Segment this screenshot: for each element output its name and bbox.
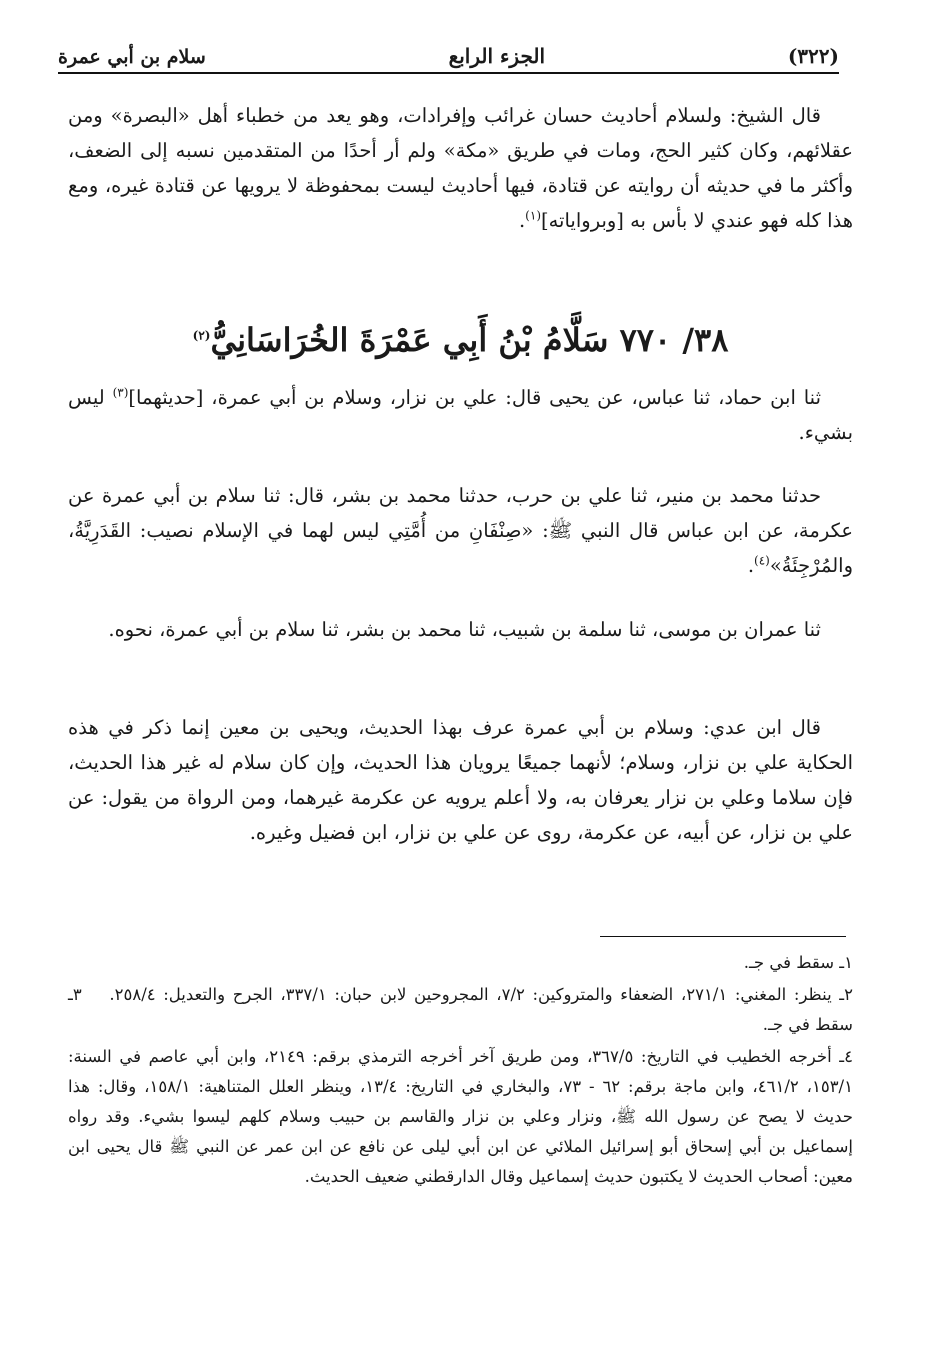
punctuation: . — [747, 554, 755, 577]
footnote-2 — [68, 980, 853, 1040]
footnote-1: ١ـ سقط في جـ. — [743, 953, 853, 972]
entry-title — [68, 318, 853, 362]
footnote-ref-1[interactable]: (١) — [525, 208, 541, 223]
page-number: (٣٢٢) — [787, 44, 839, 68]
paragraph-text: قال ابن عدي: وسلام بن أبي عمرة عرف بهذا الحديث، ويحيى بن معين إنما ذكر في هذه الحكاية علي بن نزار، وسلام؛ لأنهما جميعًا يرويان هذا الحديث، وإن كان سلام له غير هذا الحديث، فإن سلاما وعلي بن نزار يعرفان به، ولا أعلم يرويه عن عكرمة غيرهما، ومن الرواة من يقول: عن علي بن نزار، عن أبيه، عن عكرمة، روى عن علي بن نزار، ابن فضيل وغيره. — [68, 716, 853, 844]
paragraph-narration-2 — [68, 612, 853, 647]
footnote-3: ٣ـ سقط في جـ. — [68, 985, 853, 1034]
footnote-ref-3[interactable]: (٣) — [112, 385, 129, 400]
paragraph-text: ليس بشيء. — [68, 386, 853, 444]
paragraph-text: ثنا عمران بن موسى، ثنا سلمة بن شبيب، ثنا محمد بن بشر، ثنا سلام بن أبي عمرة، نحوه. — [108, 618, 821, 641]
paragraph-text: قال الشيخ: ولسلام أحاديث حسان غرائب وإفرادات، وهو يعد من خطباء أهل «البصرة» ومن عقلائهم، وكان كثير الحج، ومات في طريق «مكة» ولم أر أحدًا من المتقدمين نسبه إلى الضعف، وأكثر ما في حديثه أن روايته عن قتادة، فيها أحاديث ليست بمحفوظة لا يرويها عن قتادة غيره، ومع هذا كله فهو عندي لا بأس به [وبرواياته] — [68, 104, 853, 232]
paragraph-text: ثنا ابن حماد، ثنا عباس، عن يحيى قال: علي بن نزار، وسلام بن أبي عمرة، [حديثهما] — [128, 386, 821, 409]
footnote-ref-4[interactable]: (٤) — [754, 553, 770, 568]
punctuation: . — [518, 209, 526, 232]
page-header — [58, 28, 839, 68]
paragraph-text: حدثنا محمد بن منير، ثنا علي بن حرب، حدثنا محمد بن بشر، قال: ثنا سلام بن أبي عمرة عن عكرمة، عن ابن عباس قال النبي ﷺ: «صِنْفَانِ من أُمَّتِي ليس لهما في الإسلام نصيب: القَدَرِيَّةُ، والمُرْجِئَةُ» — [68, 484, 853, 577]
footnote-ref-2[interactable]: (٢) — [192, 328, 211, 343]
paragraph-hadith — [68, 478, 853, 583]
paragraph-narration-1 — [68, 380, 853, 450]
entry-title-text: ٣٨/ ٧٧٠ سَلَّامُ بْنُ أَبِي عَمْرَةَ الخُرَاسَانِيُّ — [210, 321, 729, 359]
volume-title: الجزء الرابع — [448, 44, 546, 68]
header-rule — [58, 72, 839, 74]
footnote-2-text: ٢ـ ينظر: المغني: ٢٧١/١، الضعفاء والمتروكين: ٧/٢، المجروحين لابن حبان: ٣٣٧/١، الجرح والتعديل: ٢٥٨/٤. — [109, 985, 853, 1004]
paragraph-ibn-adi — [68, 710, 853, 850]
paragraph-sheikh-comment — [68, 98, 853, 238]
footnote-separator — [600, 936, 846, 937]
footnotes — [68, 948, 853, 1194]
footnote-4: ٤ـ أخرجه الخطيب في التاريخ: ٣٦٧/٥، ومن طريق آخر أخرجه الترمذي برقم: ٢١٤٩، وابن أبي عاصم في السنة: ١٥٣/١، ٤٦١/٢، وابن ماجة برقم: ٦٢ - ٧٣، والبخاري في التاريخ: ١٣/٤، وينظر العلل المتناهية: ١٥٨/١، وقال: هذا حديث لا يصح عن رسول الله ﷺ، ونزار وعلي بن نزار والقاسم بن حبيب وسلام كلهم ليسوا بشيء. وقد رواه إسماعيل بن أبي إسحاق أبو إسرائيل الملائي عن ابن أبي ليلى عن نافع عن ابن عمر عن النبي ﷺ قال يحيى ابن معين: أصحاب الحديث لا يكتبون حديث إسماعيل وقال الدارقطني ضعيف الحديث. — [68, 1047, 854, 1186]
running-head: سلام بن أبي عمرة — [58, 46, 206, 68]
